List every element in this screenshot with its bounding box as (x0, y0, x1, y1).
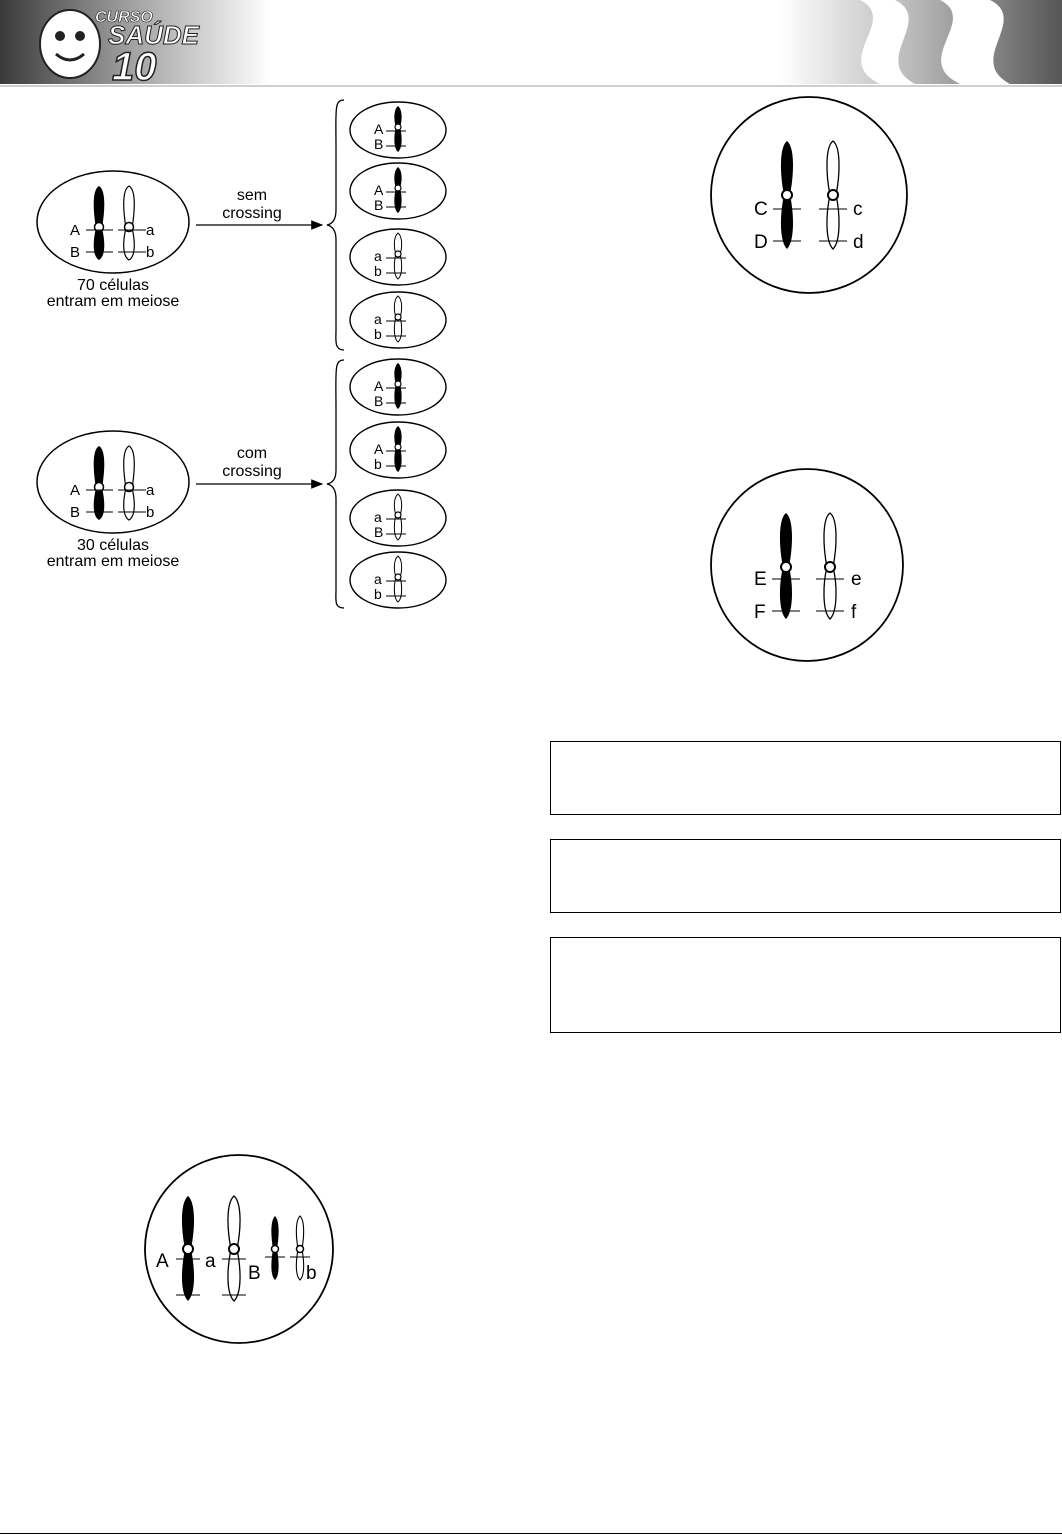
allele-label: B (374, 524, 384, 540)
allele-label: a (374, 248, 382, 264)
allele-label: a (146, 482, 155, 499)
answer-box (550, 839, 1061, 913)
cell-ab-diagram (140, 1153, 340, 1349)
allele-label: b (374, 586, 382, 602)
allele-label: B (70, 504, 81, 521)
allele-label: B (248, 1263, 261, 1284)
allele-label: a (205, 1251, 216, 1272)
allele-label: b (374, 263, 382, 279)
allele-label: b (374, 456, 382, 472)
allele-label: f (851, 602, 857, 623)
cell-cd-diagram (705, 95, 915, 300)
allele-label: b (146, 504, 155, 521)
gamete-cell (350, 163, 446, 219)
answer-box (550, 937, 1061, 1033)
allele-label: a (374, 311, 382, 327)
gamete-cell (350, 359, 446, 415)
arrow-label: sem (236, 187, 268, 204)
gamete-cell (350, 102, 446, 158)
allele-label: a (146, 222, 155, 239)
allele-label: b (306, 1263, 317, 1284)
answer-box (550, 741, 1061, 815)
gamete-cell (350, 292, 446, 348)
cell-caption: 30 células (76, 537, 150, 554)
gamete-cell (350, 552, 446, 608)
cell-caption: 70 células (76, 277, 150, 294)
allele-label: F (754, 602, 766, 623)
gametes (350, 102, 446, 608)
allele-label: B (374, 136, 384, 152)
cell-caption: entram em meiose (46, 293, 180, 310)
allele-label: B (70, 244, 81, 261)
page-header (0, 0, 1062, 90)
header-right-band (780, 0, 1062, 84)
allele-label: A (156, 1251, 169, 1272)
allele-label: a (374, 571, 382, 587)
logo-brand-text: SAÚDE (108, 20, 200, 50)
logo-number-text: 10 (112, 45, 157, 89)
allele-label: c (853, 199, 863, 220)
parent-cell-top (37, 171, 189, 273)
allele-label: B (374, 197, 384, 213)
allele-label: A (374, 121, 384, 137)
allele-label: A (374, 378, 384, 394)
allele-label: E (754, 569, 767, 590)
allele-label: B (374, 393, 384, 409)
allele-label: C (754, 199, 768, 220)
logo-top-text: CURSO (95, 9, 153, 26)
allele-label: A (374, 182, 384, 198)
allele-label: A (70, 482, 81, 499)
allele-label: a (374, 509, 382, 525)
allele-label: d (853, 232, 864, 253)
gamete-cell (350, 422, 446, 478)
allele-label: b (146, 244, 155, 261)
gamete-cell (350, 229, 446, 285)
brace-icon (327, 360, 344, 608)
header-graphic (0, 0, 1062, 90)
cell-caption: entram em meiose (46, 553, 180, 570)
arrow-label: com (236, 445, 268, 462)
arrow-label: crossing (222, 463, 282, 480)
cell-ef-diagram (705, 465, 910, 670)
parent-cell-bottom (37, 431, 189, 533)
allele-label: A (70, 222, 81, 239)
arrow-label: crossing (222, 205, 282, 222)
tooth-mascot-icon (40, 10, 100, 78)
allele-label: b (374, 326, 382, 342)
brace-icon (327, 100, 344, 350)
allele-label: e (851, 569, 862, 590)
gamete-cell (350, 490, 446, 546)
allele-label: A (374, 441, 384, 457)
allele-label: D (754, 232, 768, 253)
footer-rule (0, 1533, 1062, 1534)
crossing-diagram (0, 90, 520, 620)
